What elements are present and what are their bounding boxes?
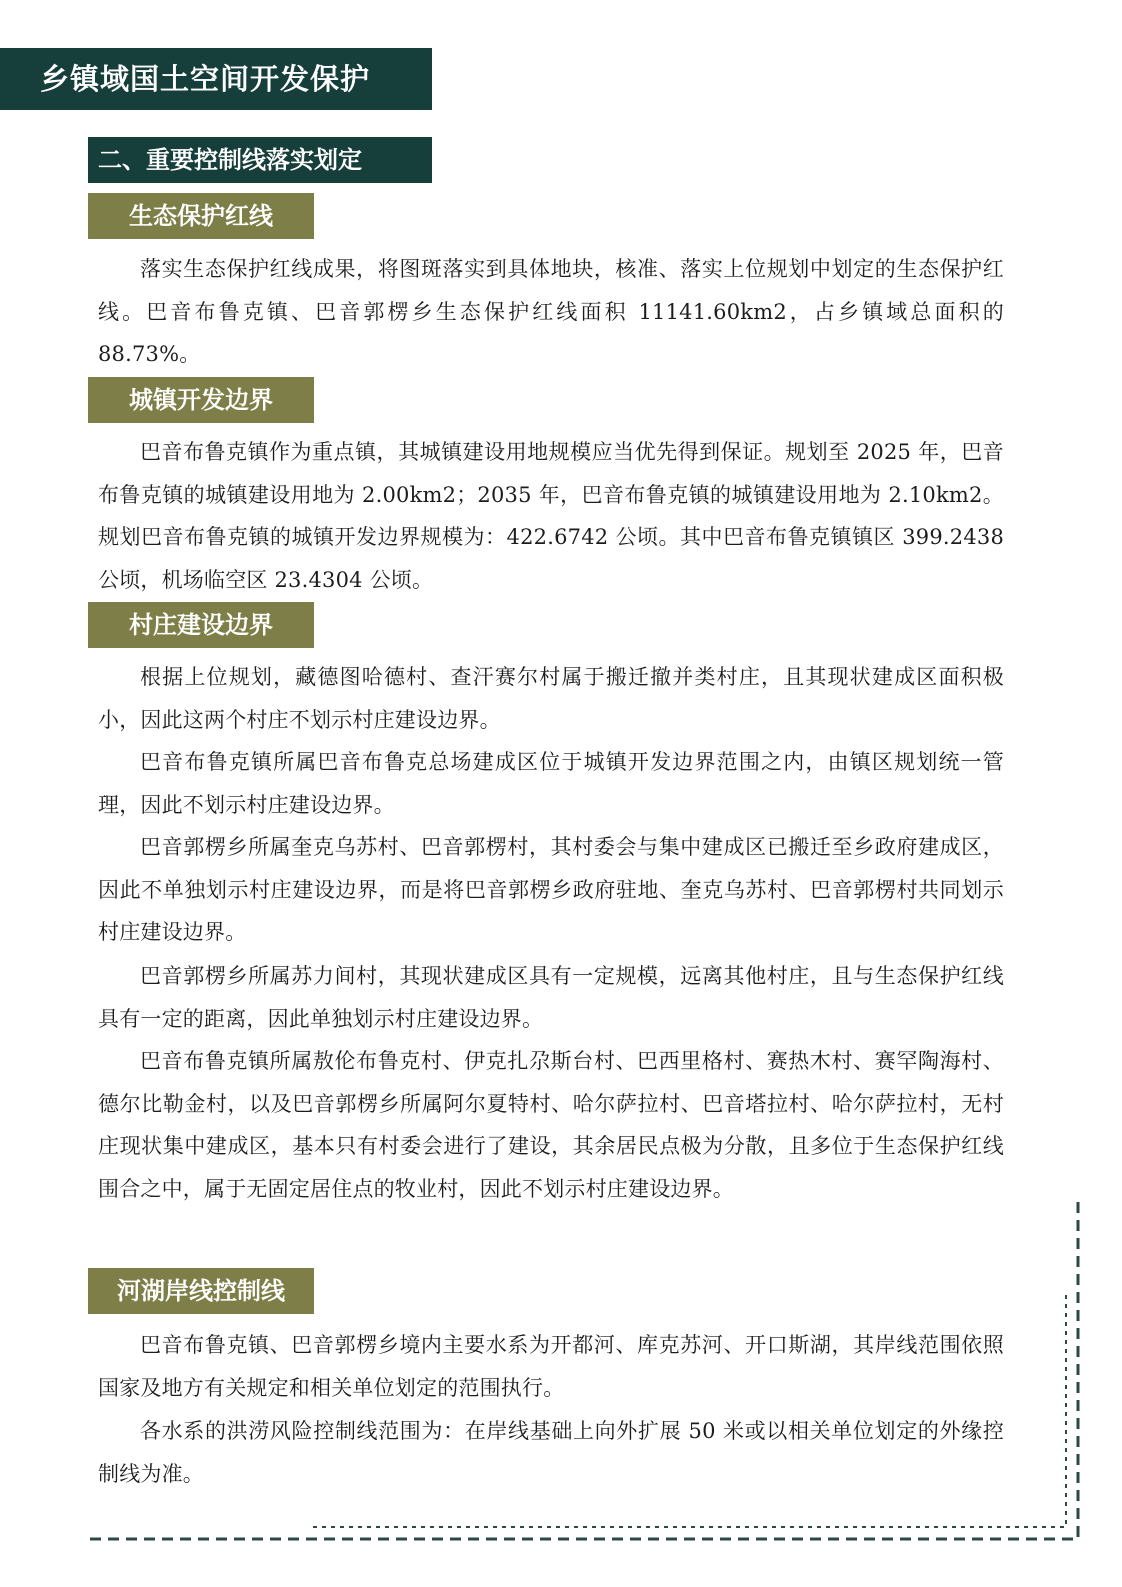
section-title: 二、重要控制线落实划定 bbox=[88, 137, 432, 183]
heading-village-boundary: 村庄建设边界 bbox=[88, 602, 314, 648]
page-title: 乡镇域国土空间开发保护 bbox=[0, 48, 432, 110]
paragraph-village-3: 巴音郭楞乡所属奎克乌苏村、巴音郭楞村，其村委会与集中建成区已搬迁至乡政府建成区，因此不单独划示村庄建设边界，而是将巴音郭楞乡政府驻地、奎克乌苏村、巴音郭楞村共同划示村庄建设边界。 bbox=[98, 835, 1004, 944]
heading-urban-boundary: 城镇开发边界 bbox=[88, 377, 314, 423]
paragraph-river-1: 巴音布鲁克镇、巴音郭楞乡境内主要水系为开都河、库克苏河、开口斯湖，其岸线范围依照国家及地方有关规定和相关单位划定的范围执行。 bbox=[98, 1333, 1004, 1400]
paragraph-ecology-1: 落实生态保护红线成果，将图斑落实到具体地块，核准、落实上位规划中划定的生态保护红线。巴音布鲁克镇、巴音郭楞乡生态保护红线面积 11141.60km2，占乡镇域总面积的 88.73%。 bbox=[98, 257, 1004, 366]
heading-river-shoreline: 河湖岸线控制线 bbox=[88, 1268, 314, 1314]
paragraph-village-5: 巴音布鲁克镇所属敖伦布鲁克村、伊克扎尕斯台村、巴西里格村、赛热木村、赛罕陶海村、德尔比勒金村，以及巴音郭楞乡所属阿尔夏特村、哈尔萨拉村、巴音塔拉村、哈尔萨拉村，无村庄现状集中建成区，基本只有村委会进行了建设，其余居民点极为分散，且多位于生态保护红线围合之中，属于无固定居住点的牧业村，因此不划示村庄建设边界。 bbox=[98, 1049, 1004, 1201]
paragraph-urban-1: 巴音布鲁克镇作为重点镇，其城镇建设用地规模应当优先得到保证。规划至 2025 年，巴音布鲁克镇的城镇建设用地为 2.00km2；2035 年，巴音布鲁克镇的城镇建设用地为 2.10km2。规划巴音布鲁克镇的城镇开发边界规模为：422.6742 公顷。其中巴音布鲁克镇镇区 399.2438 公顷，机场临空区 23.4304 公顷。 bbox=[98, 440, 1004, 592]
paragraph-village-2: 巴音布鲁克镇所属巴音布鲁克总场建成区位于城镇开发边界范围之内，由镇区规划统一管理，因此不划示村庄建设边界。 bbox=[98, 750, 1004, 817]
paragraph-village-4: 巴音郭楞乡所属苏力间村，其现状建成区具有一定规模，远离其他村庄，且与生态保护红线具有一定的距离，因此单独划示村庄建设边界。 bbox=[98, 964, 1004, 1031]
paragraph-village-1: 根据上位规划，藏德图哈德村、查汗赛尔村属于搬迁撤并类村庄，且其现状建成区面积极小，因此这两个村庄不划示村庄建设边界。 bbox=[98, 665, 1004, 732]
paragraph-river-2: 各水系的洪涝风险控制线范围为：在岸线基础上向外扩展 50 米或以相关单位划定的外缘控制线为准。 bbox=[98, 1419, 1004, 1486]
dashed-frame-decoration bbox=[88, 1200, 1083, 1545]
heading-ecology-redline: 生态保护红线 bbox=[88, 193, 314, 239]
